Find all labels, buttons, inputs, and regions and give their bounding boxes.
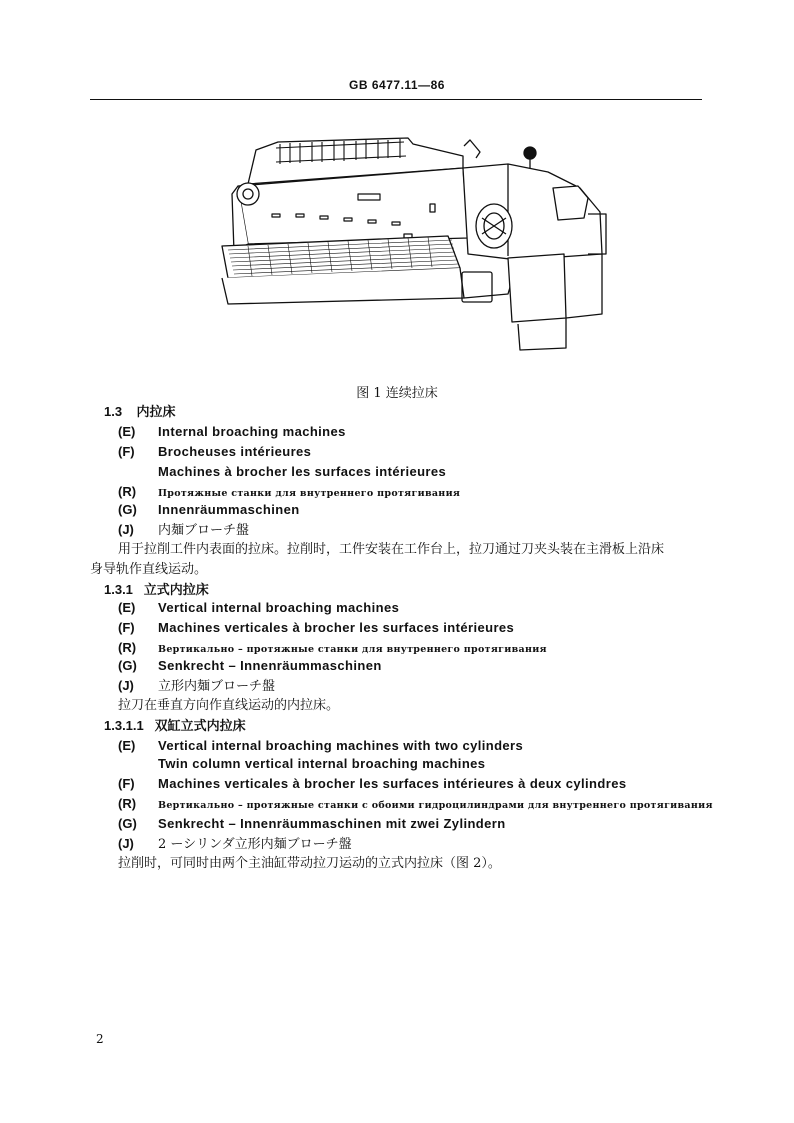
term-japanese: (J) 立形内麺ブローチ盤 xyxy=(118,678,276,694)
term-german: (G) Senkrecht – Innenräummaschinen mit zwei Zylindern xyxy=(118,816,506,831)
term-russian: (R) Вертикально – протяжные станки для внутреннего протягивания xyxy=(118,640,547,655)
term-french: (F) Brocheuses intérieures xyxy=(118,444,312,459)
term-english: (E) Vertical internal broaching machines xyxy=(118,600,400,615)
section-number: 1.3 xyxy=(104,404,123,419)
broaching-machine-figure xyxy=(208,128,610,356)
section-description: 用于拉削工件内表面的拉床。拉削时，工件安装在工作台上，拉刀通过刀夹头装在主滑板上沿床 xyxy=(118,542,665,557)
document-code: GB 6477.11—86 xyxy=(349,78,445,92)
page-number: 2 xyxy=(96,1032,104,1046)
term-japanese: (J) 2 ーシリンダ立形内麺ブローチ盤 xyxy=(118,836,352,852)
section-number: 1.3.1.1 xyxy=(104,718,144,733)
term-japanese: (J) 内麺ブローチ盤 xyxy=(118,522,250,538)
term-french-alt: Machines à brocher les surfaces intérieures xyxy=(158,464,447,479)
term-german: (G) Innenräummaschinen xyxy=(118,502,300,517)
term-english: (E) Vertical internal broaching machines with two cylinders xyxy=(118,738,524,753)
section-description: 拉刀在垂直方向作直线运动的内拉床。 xyxy=(118,698,340,713)
section-title: 立式内拉床 xyxy=(143,582,209,597)
term-german: (G) Senkrecht – Innenräummaschinen xyxy=(118,658,382,673)
term-english: (E) Internal broaching machines xyxy=(118,424,346,439)
term-french: (F) Machines verticales à brocher les surfaces intérieures xyxy=(118,620,515,635)
section-number: 1.3.1 xyxy=(104,582,133,597)
term-english-alt: Twin column vertical internal broaching machines xyxy=(158,756,486,771)
term-french: (F) Machines verticales à brocher les surfaces intérieures à deux cylindres xyxy=(118,776,627,791)
section-1-3-heading xyxy=(104,404,176,420)
section-1-3-1-1-heading xyxy=(104,718,246,734)
section-1-3-1-heading xyxy=(104,582,209,598)
section-description: 拉削时，可同时由两个主油缸带动拉刀运动的立式内拉床（图 2）。 xyxy=(118,856,501,871)
term-russian: (R) Вертикально – протяжные станки с обоими гидроцилиндрами для внутреннего протягивания xyxy=(118,796,713,811)
header-rule xyxy=(90,99,702,100)
figure-caption: 图 1 连续拉床 xyxy=(356,386,438,401)
term-russian: (R) Протяжные станки для внутреннего протягивания xyxy=(118,484,461,499)
section-title: 双缸立式内拉床 xyxy=(154,718,246,733)
section-title: 内拉床 xyxy=(136,404,176,419)
section-description-cont: 身导轨作直线运动。 xyxy=(90,562,208,577)
